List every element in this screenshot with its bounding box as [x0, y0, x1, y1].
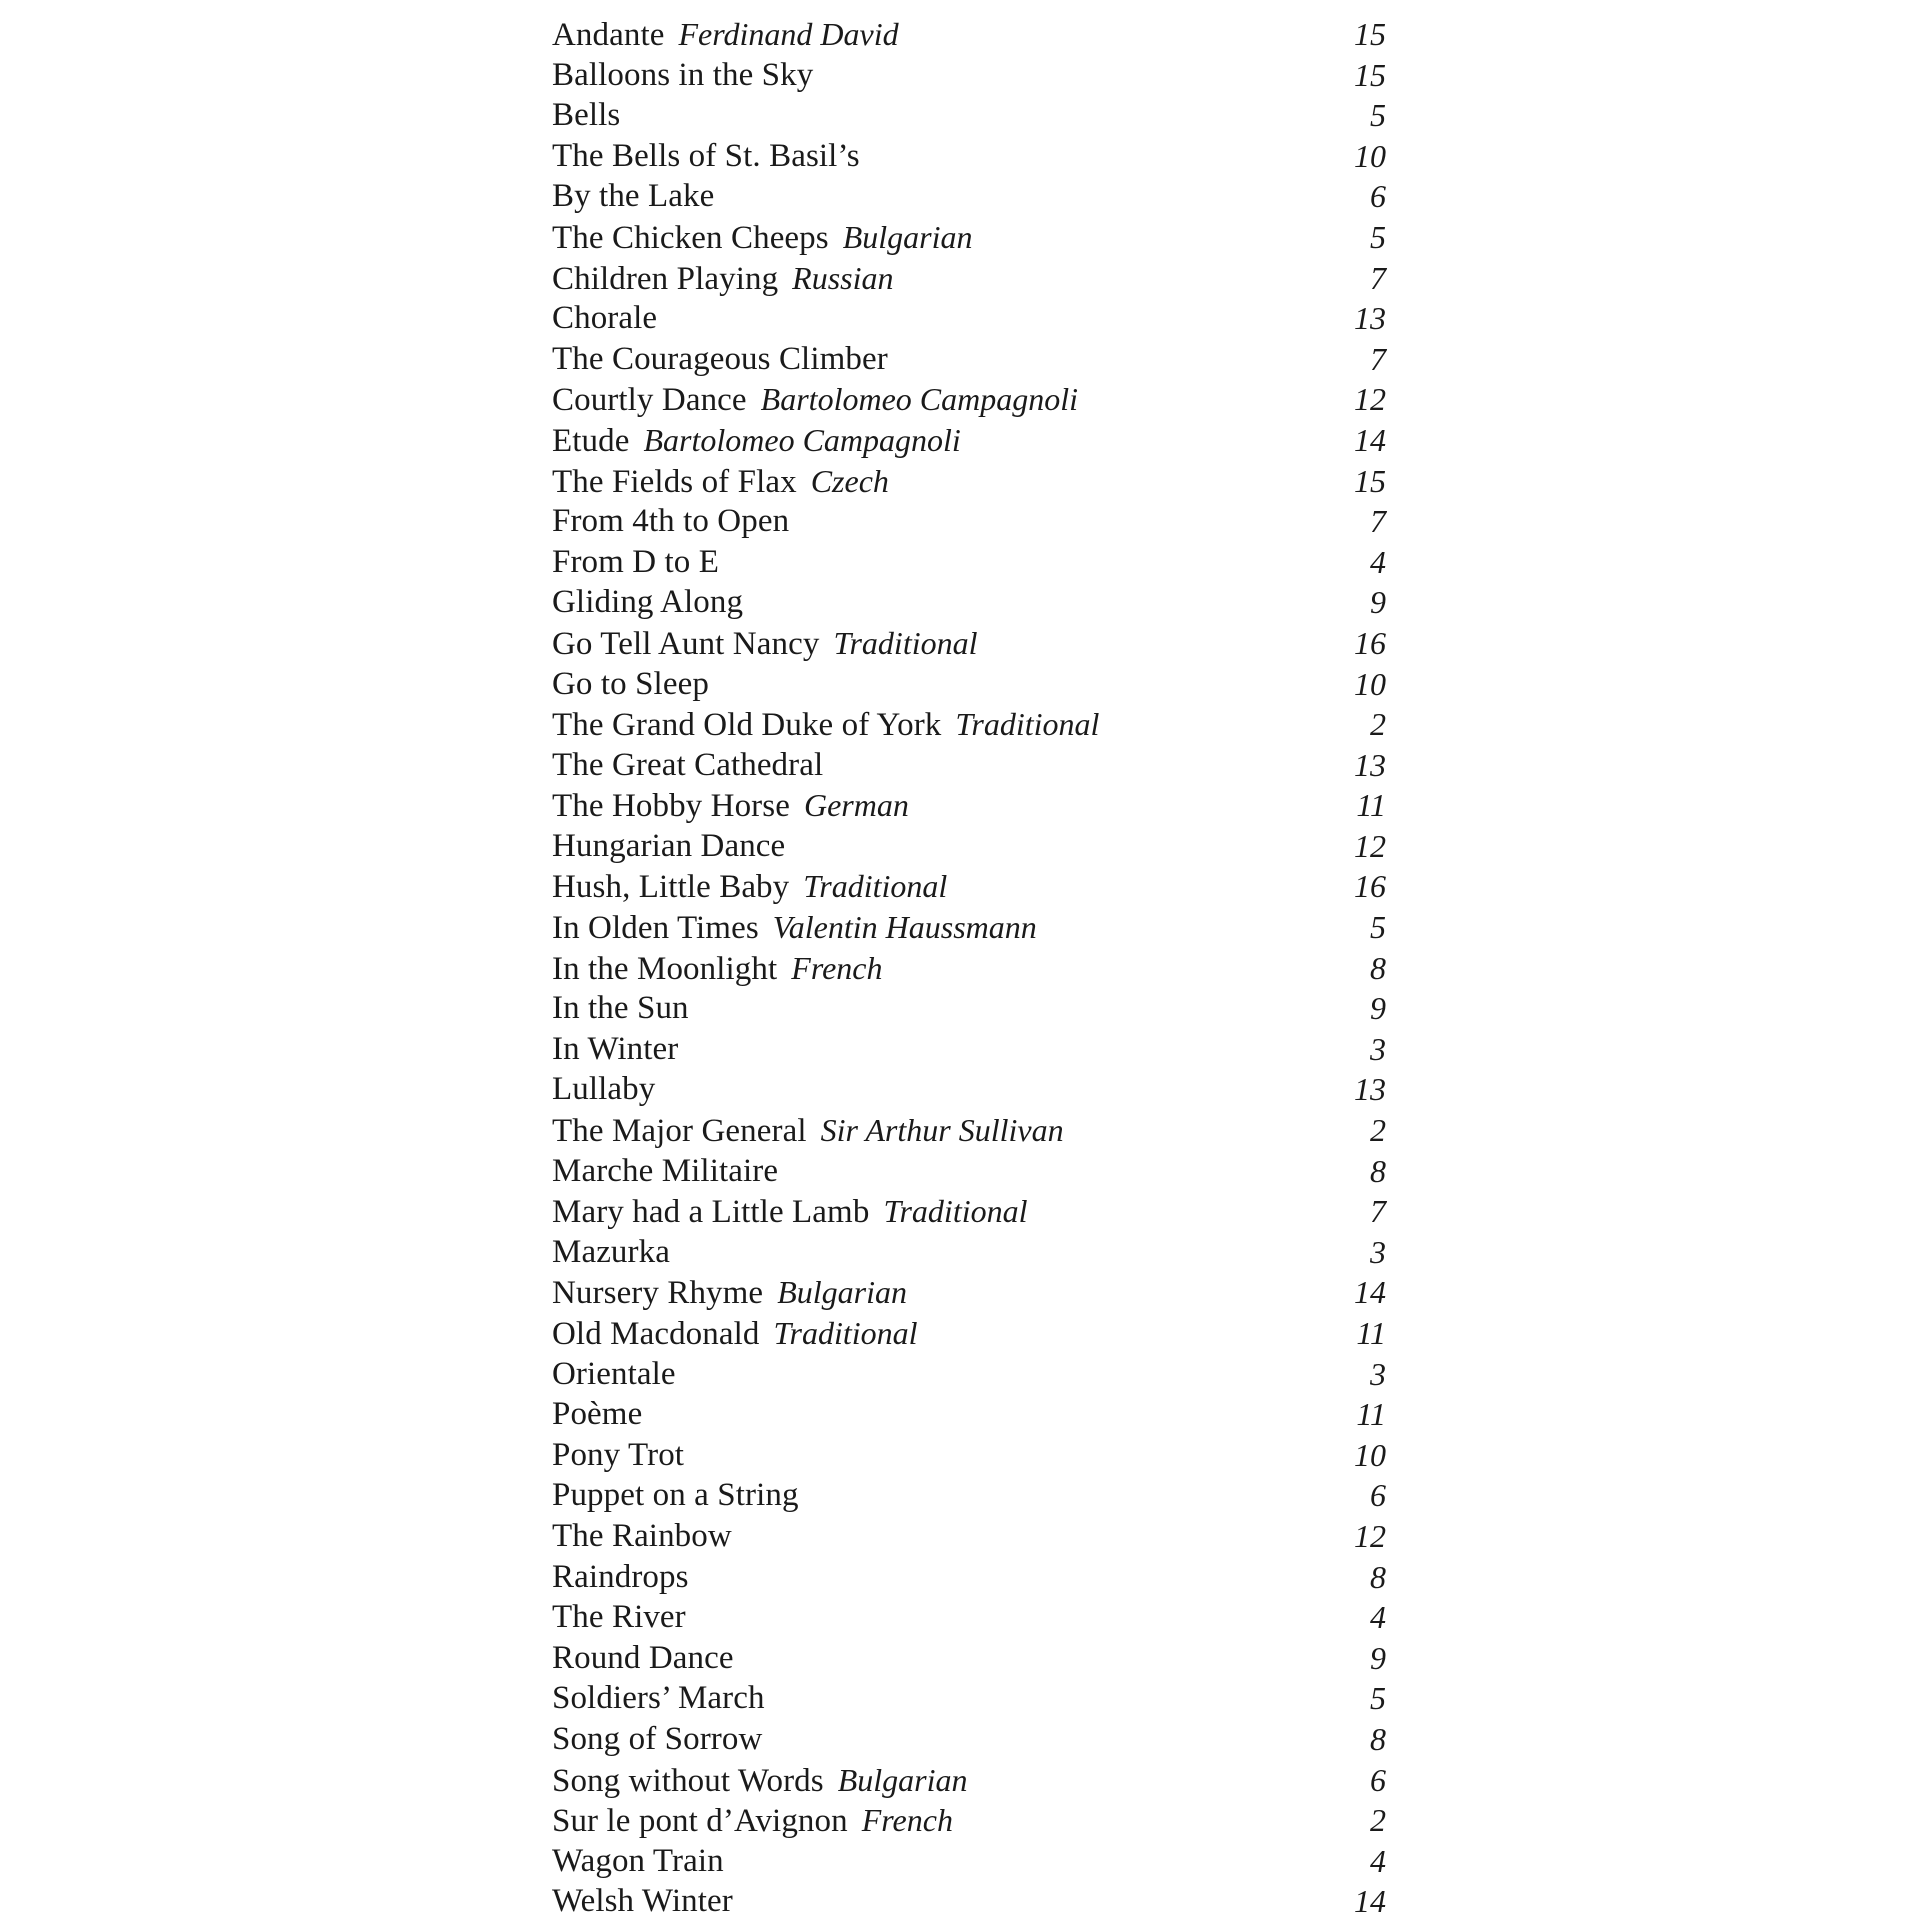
index-entry — [552, 1435, 1386, 1476]
entry-page-number: 5 — [1370, 909, 1386, 946]
index-entry — [552, 1151, 1386, 1192]
entry-composer: Bulgarian — [777, 1274, 907, 1311]
entry-page-number: 8 — [1370, 1152, 1386, 1189]
index-entry — [552, 379, 1386, 420]
index-entry — [552, 704, 1386, 745]
entry-page-number: 8 — [1370, 949, 1386, 986]
entry-title: Raindrops — [552, 1558, 689, 1595]
index-entry — [552, 1354, 1386, 1395]
entry-composer: Traditional — [803, 868, 948, 905]
entry-composer: Czech — [810, 462, 889, 499]
entry-title: By the Lake — [552, 178, 715, 215]
entry-title: Song of Sorrow — [552, 1720, 763, 1757]
index-entry — [552, 217, 1386, 258]
entry-page-number: 8 — [1370, 1558, 1386, 1595]
entry-page-number: 3 — [1370, 1355, 1386, 1392]
entry-composer: Bulgarian — [842, 218, 973, 255]
entry-page-number: 6 — [1370, 1477, 1386, 1514]
index-entry — [552, 582, 1386, 623]
entry-page-number: 16 — [1354, 868, 1386, 905]
entry-page-number: 10 — [1354, 665, 1386, 702]
entry-composer: Bartolomeo Campagnoli — [643, 421, 961, 458]
entry-title: The Hobby Horse — [552, 788, 790, 825]
entry-composer: Bartolomeo Campagnoli — [760, 381, 1078, 418]
entry-title: The River — [552, 1599, 686, 1636]
entry-page-number: 7 — [1370, 340, 1386, 377]
entry-page-number: 13 — [1354, 746, 1386, 783]
entry-composer: Traditional — [773, 1315, 918, 1351]
entry-title: Go to Sleep — [552, 665, 709, 702]
entry-title: Wagon Train — [552, 1842, 724, 1879]
index-entry — [552, 339, 1386, 380]
index-entry — [552, 1313, 1386, 1354]
entry-page-number: 8 — [1370, 1720, 1386, 1757]
index-entry — [552, 1597, 1386, 1638]
entry-page-number: 15 — [1354, 462, 1386, 499]
entry-title: Etude — [552, 422, 630, 459]
index-entry — [552, 745, 1386, 786]
entry-page-number: 10 — [1354, 1436, 1386, 1473]
entry-title: Andante — [552, 17, 665, 53]
index-entry — [552, 1232, 1386, 1273]
entry-page-number: 14 — [1354, 1883, 1386, 1920]
entry-composer: Ferdinand David — [678, 16, 899, 52]
entry-page-number: 7 — [1370, 259, 1386, 296]
entry-title: In Olden Times — [552, 910, 759, 947]
entry-page-number: 13 — [1354, 300, 1386, 337]
index-entry — [552, 907, 1386, 948]
entry-page-number: 9 — [1370, 1639, 1386, 1676]
index-entry — [552, 258, 1386, 299]
index-entry — [552, 1557, 1386, 1598]
index-entry — [552, 298, 1386, 339]
entry-title: Mary had a Little Lamb — [552, 1194, 870, 1231]
index-entry — [552, 420, 1386, 461]
index-entry — [552, 1678, 1386, 1719]
index-entry — [552, 176, 1386, 217]
entry-title: Sur le pont d’Avignon — [552, 1803, 848, 1840]
entry-title: Bells — [552, 97, 621, 134]
entry-title: Hungarian Dance — [552, 827, 786, 864]
entry-composer: Russian — [792, 259, 894, 296]
entry-page-number: 7 — [1370, 503, 1386, 540]
entry-page-number: 5 — [1370, 97, 1386, 134]
entry-title: Song without Words — [552, 1762, 824, 1799]
index-entry — [552, 623, 1386, 664]
index-entry — [552, 136, 1386, 177]
entry-title: The Fields of Flax — [552, 463, 797, 500]
index-entry — [552, 1719, 1386, 1760]
entry-page-number: 10 — [1354, 137, 1386, 174]
index-entry — [552, 1638, 1386, 1679]
entry-page-number: 12 — [1354, 827, 1386, 864]
entry-title: Balloons in the Sky — [552, 56, 814, 93]
entry-title: Soldiers’ March — [552, 1680, 765, 1717]
entry-title: Chorale — [552, 300, 658, 337]
entry-page-number: 11 — [1356, 787, 1386, 824]
entry-page-number: 7 — [1370, 1193, 1386, 1230]
entry-composer: Traditional — [955, 706, 1100, 743]
index-entry — [552, 785, 1386, 826]
index-entry — [552, 461, 1386, 502]
index-entry — [552, 988, 1386, 1029]
entry-title: Go Tell Aunt Nancy — [552, 625, 820, 662]
entry-title: Orientale — [552, 1355, 676, 1392]
entry-page-number: 13 — [1354, 1071, 1386, 1108]
entry-title: Marche Militaire — [552, 1152, 779, 1189]
entry-composer: French — [791, 949, 883, 986]
entry-composer: Sir Arthur Sullivan — [820, 1112, 1064, 1149]
index-entry — [552, 14, 1386, 55]
entry-page-number: 9 — [1370, 990, 1386, 1027]
entry-title: Hush, Little Baby — [552, 869, 790, 906]
entry-title: The Great Cathedral — [552, 746, 824, 783]
entry-page-number: 16 — [1354, 624, 1386, 661]
entry-page-number: 6 — [1370, 1761, 1386, 1798]
index-entry — [552, 664, 1386, 705]
entry-page-number: 2 — [1370, 1112, 1386, 1149]
entry-composer: Traditional — [883, 1193, 1028, 1230]
index-entry — [552, 501, 1386, 542]
entry-composer: German — [803, 787, 909, 824]
entry-composer: French — [861, 1802, 953, 1839]
entry-page-number: 9 — [1370, 584, 1386, 621]
index-entry — [552, 1841, 1386, 1882]
entry-composer: Traditional — [833, 624, 978, 661]
entry-page-number: 15 — [1354, 56, 1386, 93]
index-entry — [552, 95, 1386, 136]
entry-title: Welsh Winter — [552, 1883, 733, 1920]
entry-title: The Major General — [552, 1113, 807, 1150]
entry-title: The Grand Old Duke of York — [552, 707, 942, 744]
entry-title: In the Moonlight — [552, 950, 778, 987]
entry-page-number: 2 — [1370, 706, 1386, 743]
entry-title: Round Dance — [552, 1639, 734, 1676]
index-entry — [552, 1272, 1386, 1313]
index-entry — [552, 1800, 1386, 1841]
entry-title: Pony Trot — [552, 1436, 685, 1473]
index-entry — [552, 866, 1386, 907]
entry-title: The Rainbow — [552, 1517, 732, 1554]
entry-title: Nursery Rhyme — [552, 1275, 764, 1312]
entry-title: Poème — [552, 1396, 643, 1433]
entry-title: Gliding Along — [552, 584, 744, 621]
entry-title: From D to E — [552, 543, 720, 580]
entry-title: The Bells of St. Basil’s — [552, 137, 860, 174]
entry-title: Children Playing — [552, 260, 779, 297]
entry-title: In the Sun — [552, 990, 689, 1027]
index-entry — [552, 1110, 1386, 1151]
entry-page-number: 11 — [1356, 1396, 1386, 1433]
entry-title: Lullaby — [552, 1071, 656, 1108]
entry-title: Old Macdonald — [552, 1316, 760, 1352]
entry-title: Courtly Dance — [552, 382, 747, 419]
index-list — [552, 14, 1386, 1922]
entry-title: In Winter — [552, 1030, 679, 1067]
entry-page-number: 14 — [1354, 421, 1386, 458]
index-entry — [552, 1191, 1386, 1232]
entry-page-number: 2 — [1370, 1802, 1386, 1839]
index-entry — [552, 948, 1386, 989]
entry-page-number: 3 — [1370, 1233, 1386, 1270]
index-entry — [552, 542, 1386, 583]
entry-title: The Chicken Cheeps — [552, 219, 829, 256]
entry-title: From 4th to Open — [552, 503, 790, 540]
entry-page-number: 12 — [1354, 381, 1386, 418]
entry-page-number: 4 — [1370, 1842, 1386, 1879]
index-entry — [552, 1069, 1386, 1110]
index-entry — [552, 826, 1386, 867]
index-entry — [552, 1760, 1386, 1801]
entry-page-number: 4 — [1370, 1599, 1386, 1636]
entry-page-number: 12 — [1354, 1517, 1386, 1554]
index-entry — [552, 1516, 1386, 1557]
entry-page-number: 15 — [1354, 16, 1386, 52]
index-entry — [552, 1881, 1386, 1922]
index-entry — [552, 1475, 1386, 1516]
entry-page-number: 5 — [1370, 1680, 1386, 1717]
entry-composer: Valentin Haussmann — [772, 909, 1037, 946]
entry-title: Puppet on a String — [552, 1477, 799, 1514]
entry-title: The Courageous Climber — [552, 340, 888, 377]
entry-page-number: 6 — [1370, 178, 1386, 215]
entry-title: Mazurka — [552, 1233, 670, 1270]
entry-page-number: 3 — [1370, 1030, 1386, 1067]
index-entry — [552, 1029, 1386, 1070]
entry-page-number: 11 — [1356, 1315, 1386, 1351]
entry-composer: Bulgarian — [837, 1761, 968, 1798]
entry-page-number: 4 — [1370, 543, 1386, 580]
entry-page-number: 5 — [1370, 218, 1386, 255]
entry-page-number: 14 — [1354, 1274, 1386, 1311]
index-entry — [552, 55, 1386, 96]
index-entry — [552, 1394, 1386, 1435]
